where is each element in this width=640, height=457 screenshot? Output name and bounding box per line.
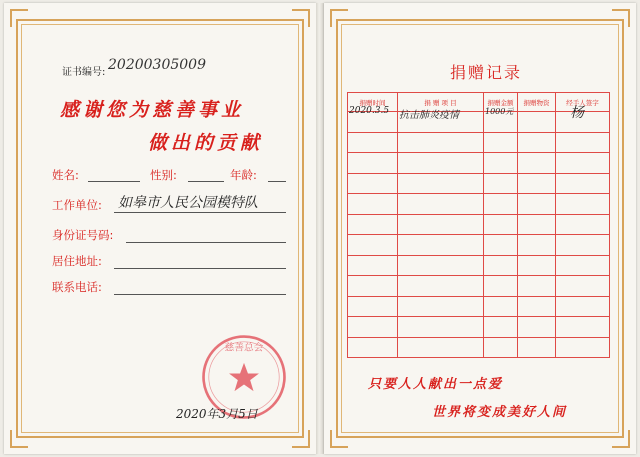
table-cell <box>398 276 484 297</box>
border-corner-ornament <box>330 9 348 27</box>
donation-time-value: 2020.3.5 <box>349 106 390 116</box>
table-cell <box>556 255 610 276</box>
table-cell <box>556 132 610 153</box>
border-corner-ornament <box>612 9 630 27</box>
workplace-label: 工作单位: <box>52 198 102 212</box>
address-line <box>114 268 286 269</box>
table-cell <box>484 107 518 133</box>
table-cell <box>518 153 556 174</box>
table-cell <box>556 105 610 133</box>
table-row <box>348 153 610 174</box>
table-cell <box>348 337 398 358</box>
table-cell <box>484 317 518 338</box>
table-row <box>348 194 610 215</box>
table-cell <box>518 296 556 317</box>
headline-line-1: 感谢您为慈善事业 <box>60 99 245 121</box>
table-cell <box>348 173 398 194</box>
table-row <box>348 296 610 317</box>
table-cell <box>398 317 484 338</box>
table-cell <box>518 235 556 256</box>
certificate-left-page <box>4 3 316 454</box>
table-cell <box>398 337 484 358</box>
table-cell <box>348 132 398 153</box>
table-cell <box>398 255 484 276</box>
table-cell <box>556 337 610 358</box>
donation-amount-value: 1000元 <box>485 107 514 116</box>
workplace-line <box>114 212 286 213</box>
table-cell <box>484 255 518 276</box>
table-cell <box>398 194 484 215</box>
slogan-line-2: 世界将变成美好人间 <box>432 405 568 420</box>
table-cell <box>484 276 518 297</box>
border-corner-ornament <box>292 430 310 448</box>
handler-signature-value: 杨 <box>570 105 584 121</box>
table-cell <box>518 132 556 153</box>
table-cell <box>484 214 518 235</box>
table-cell <box>518 317 556 338</box>
table-cell <box>484 153 518 174</box>
table-cell <box>398 214 484 235</box>
workplace-value: 如皋市人民公园模特队 <box>118 195 258 211</box>
svg-text:慈善总会: 慈善总会 <box>224 342 264 354</box>
header-donation-project: 捐 赠 项 目 <box>398 93 484 112</box>
address-label: 居住地址: <box>52 254 102 268</box>
border-corner-ornament <box>612 430 630 448</box>
table-row <box>348 317 610 338</box>
table-cell <box>348 317 398 338</box>
donation-record-title: 捐赠记录 <box>450 63 523 82</box>
name-line <box>88 181 140 182</box>
headline-line-2: 做出的贡献 <box>148 132 264 154</box>
phone-label: 联系电话: <box>52 280 102 294</box>
table-cell <box>398 173 484 194</box>
table-row <box>348 235 610 256</box>
table-cell <box>348 153 398 174</box>
table-cell <box>556 214 610 235</box>
header-donation-time: 捐赠时间 <box>348 93 398 112</box>
age-line <box>268 181 286 182</box>
header-donated-goods: 捐赠物资 <box>518 93 556 112</box>
table-cell <box>484 235 518 256</box>
donation-record-page <box>324 3 636 454</box>
table-cell <box>556 317 610 338</box>
cert-number-label: 证书编号: <box>62 67 106 78</box>
table-cell <box>348 276 398 297</box>
table-cell <box>518 214 556 235</box>
gender-line <box>188 181 224 182</box>
name-label: 姓名: <box>52 168 79 182</box>
table-row <box>348 214 610 235</box>
table-cell <box>398 153 484 174</box>
table-cell <box>556 173 610 194</box>
table-cell <box>556 194 610 215</box>
table-cell <box>556 296 610 317</box>
table-cell <box>484 173 518 194</box>
table-cell <box>348 214 398 235</box>
header-donation-amount: 捐赠金额 <box>484 93 518 112</box>
table-cell <box>518 276 556 297</box>
table-cell <box>518 194 556 215</box>
table-cell <box>348 255 398 276</box>
table-cell <box>398 112 484 133</box>
table-cell <box>556 235 610 256</box>
table-row <box>348 132 610 153</box>
table-cell <box>518 337 556 358</box>
center-fold <box>316 3 324 454</box>
table-cell <box>348 194 398 215</box>
border-corner-ornament <box>10 430 28 448</box>
table-cell <box>518 112 556 133</box>
table-row <box>348 337 610 358</box>
table-row <box>348 276 610 297</box>
gender-label: 性别: <box>150 168 177 182</box>
table-cell <box>348 106 398 133</box>
table-cell <box>348 296 398 317</box>
table-row <box>348 112 610 133</box>
border-corner-ornament <box>10 9 28 27</box>
border-corner-ornament <box>292 9 310 27</box>
table-cell <box>398 132 484 153</box>
age-label: 年龄: <box>230 168 257 182</box>
table-row <box>348 173 610 194</box>
table-cell <box>484 296 518 317</box>
table-row <box>348 255 610 276</box>
table-cell <box>398 296 484 317</box>
slogan-line-1: 只要人人献出一点爱 <box>368 377 504 392</box>
table-cell <box>348 235 398 256</box>
table-cell <box>556 276 610 297</box>
phone-line <box>114 294 286 295</box>
cert-number-value: 20200305009 <box>108 57 206 73</box>
table-cell <box>484 194 518 215</box>
issue-date: 2020年3月5日 <box>176 407 258 421</box>
border-corner-ornament <box>330 430 348 448</box>
id-number-line <box>126 242 286 243</box>
table-cell <box>484 132 518 153</box>
donation-project-value: 抗击肺炎疫情 <box>399 110 459 121</box>
donation-record-table <box>347 92 610 358</box>
table-cell <box>556 153 610 174</box>
table-cell <box>518 173 556 194</box>
table-cell <box>518 255 556 276</box>
table-cell <box>484 337 518 358</box>
id-number-label: 身份证号码: <box>52 228 114 242</box>
table-cell <box>398 235 484 256</box>
header-handler-signature: 经手人签字 <box>556 93 610 112</box>
